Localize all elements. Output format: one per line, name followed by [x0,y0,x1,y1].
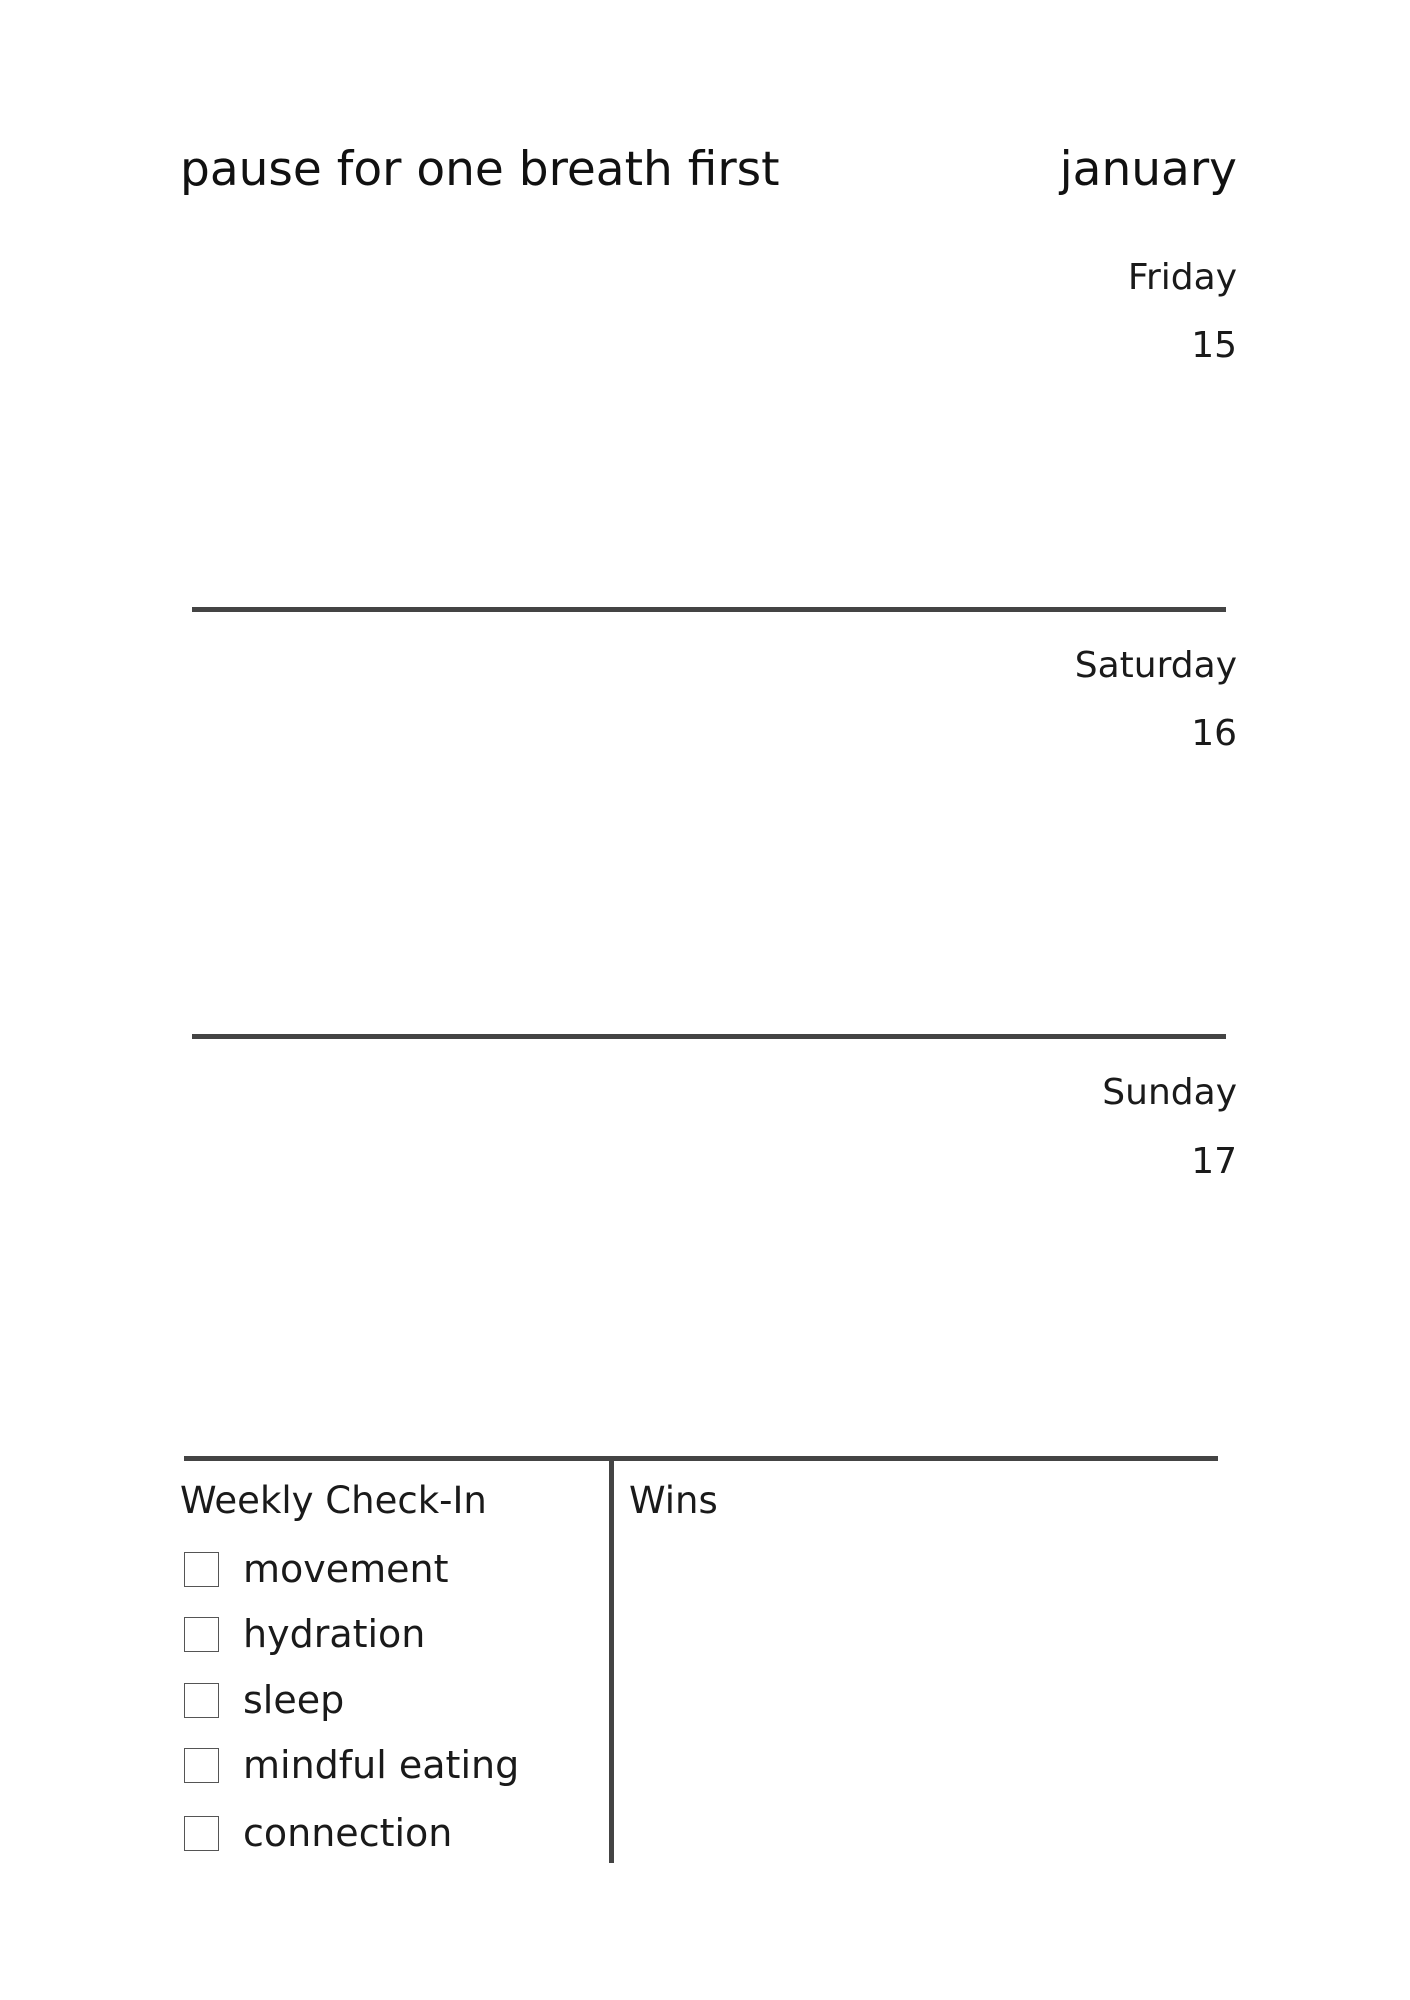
column-divider [609,1456,614,1863]
notes-area-saturday[interactable] [180,768,1237,1028]
notes-area-sunday[interactable] [180,1196,1237,1446]
checkin-item-label: mindful eating [243,1743,520,1787]
bottom-divider [184,1456,1218,1461]
day-name-sunday: Sunday [1102,1072,1237,1113]
checkin-item-hydration[interactable] [184,1614,425,1654]
day-divider [192,607,1226,612]
wins-notes-area[interactable] [629,1530,1219,1860]
checkbox[interactable] [184,1552,219,1587]
checkin-item-movement[interactable] [184,1549,449,1589]
checkbox[interactable] [184,1683,219,1718]
checkin-item-label: movement [243,1547,449,1591]
checkin-item-label: connection [243,1811,453,1855]
checkbox[interactable] [184,1617,219,1652]
day-number-saturday: 16 [1191,713,1237,754]
page-motto: pause for one breath first [180,142,780,197]
checkin-item-sleep[interactable] [184,1680,344,1720]
day-divider [192,1034,1226,1039]
notes-area-friday[interactable] [180,380,1237,600]
checkbox[interactable] [184,1748,219,1783]
checkbox[interactable] [184,1816,219,1851]
checkin-item-connection[interactable] [184,1813,452,1853]
day-number-friday: 15 [1191,325,1237,366]
checkin-item-label: sleep [243,1678,345,1722]
wins-title: Wins [629,1479,718,1522]
day-number-sunday: 17 [1191,1141,1237,1182]
day-name-saturday: Saturday [1074,645,1237,686]
checkin-item-label: hydration [243,1612,426,1656]
day-name-friday: Friday [1127,257,1237,298]
weekly-checkin-title: Weekly Check-In [180,1479,487,1522]
checkin-item-mindful-eating[interactable] [184,1745,519,1785]
month-title: january [1059,142,1237,197]
